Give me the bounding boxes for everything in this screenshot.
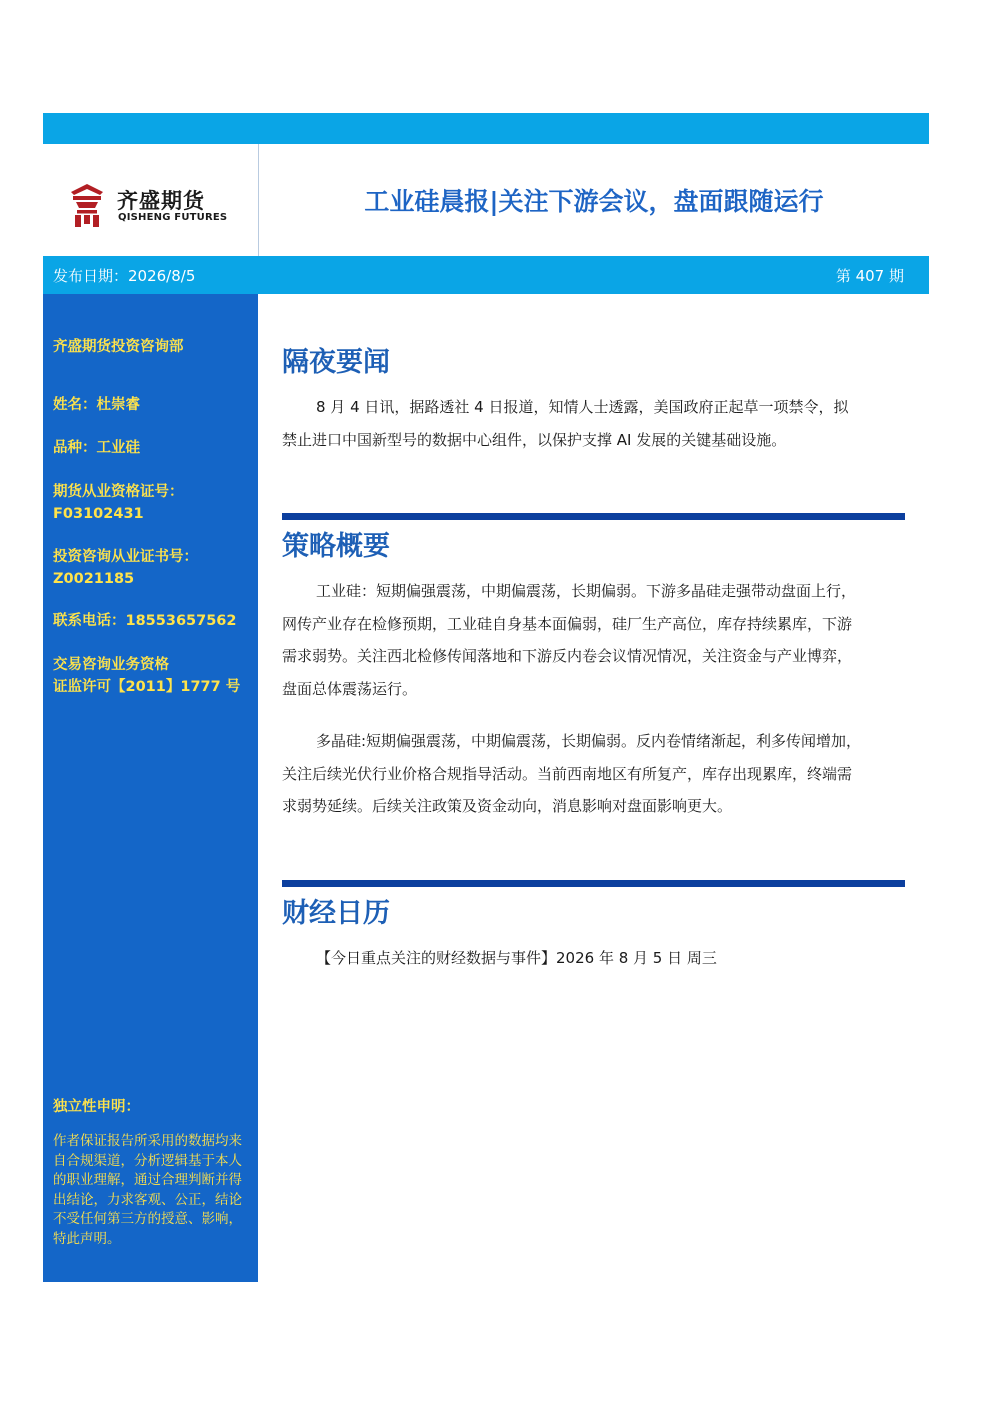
- declaration-body: 作者保证报告所采用的数据均来自合规渠道，分析逻辑基于本人的职业理解，通过合理判断并得出结论，力求客观、公正，结论不受任何第三方的授意、影响，特此声明。: [53, 1133, 242, 1247]
- company-name-cn: 齐盛期货: [117, 189, 205, 213]
- company-name-en: QISHENG FUTURES: [118, 212, 228, 223]
- section-title-strategy: 策略概要: [282, 531, 390, 562]
- invest-cert-number: Z0021185: [53, 571, 135, 587]
- futures-cert-label: 期货从业资格证号：: [53, 484, 184, 500]
- license-line-1: 交易咨询业务资格: [53, 657, 169, 673]
- strategy-paragraph-polysilicon: 多晶硅:短期偏强震荡，中期偏震荡，长期偏弱。反内卷情绪渐起，利多传闻增加，关注后续光伏行业价格合规指导活动。当前西南地区有所复产，库存出现累库，终端需求弱势延续。后续关注政策及资金动向，消息影响对盘面影响更大。: [282, 732, 862, 815]
- date-bar: [43, 256, 929, 294]
- contact-phone: 联系电话：18553657562: [53, 613, 237, 629]
- strategy-paragraph-silicon: 工业硅：短期偏强震荡，中期偏震荡，长期偏弱。下游多晶硅走强带动盘面上行，网传产业存在检修预期，工业硅自身基本面偏弱，硅厂生产高位，库存持续累库，下游需求弱势。关注西北检修传闻落地和下游反内卷会议情况情况，关注资金与产业博弈，盘面总体震荡运行。: [282, 582, 857, 698]
- declaration-title: 独立性申明：: [53, 1099, 140, 1115]
- section-title-calendar: 财经日历: [282, 898, 390, 929]
- section-rule-strategy: [282, 513, 905, 520]
- section-title-news: 隔夜要闻: [282, 347, 390, 378]
- publish-date: 发布日期：2026/8/5: [53, 267, 196, 285]
- author-sidebar: [43, 294, 258, 1282]
- department: 齐盛期货投资咨询部: [53, 339, 184, 355]
- license-line-2: 证监许可【2011】1777 号: [53, 679, 241, 695]
- calendar-line: 【今日重点关注的财经数据与事件】2026 年 8 月 5 日 周三: [316, 949, 717, 967]
- company-logo-icon: [67, 182, 107, 228]
- author-name: 姓名：杜崇睿: [53, 397, 140, 413]
- company-logo: [67, 182, 242, 230]
- invest-cert-label: 投资咨询从业证书号：: [53, 549, 198, 565]
- futures-cert-number: F03102431: [53, 506, 144, 522]
- report-title: 工业硅晨报|关注下游会议，盘面跟随运行: [364, 187, 824, 216]
- report-header: [43, 144, 929, 256]
- variety: 品种：工业硅: [53, 440, 140, 456]
- top-accent-bar: [43, 113, 929, 144]
- section-rule-calendar: [282, 880, 905, 887]
- issue-number: 第 407 期: [835, 267, 904, 285]
- news-paragraph: 8 月 4 日讯，据路透社 4 日报道，知情人士透露，美国政府正起草一项禁令，拟禁止进口中国新型号的数据中心组件，以保护支撑 AI 发展的关键基础设施。: [282, 398, 849, 449]
